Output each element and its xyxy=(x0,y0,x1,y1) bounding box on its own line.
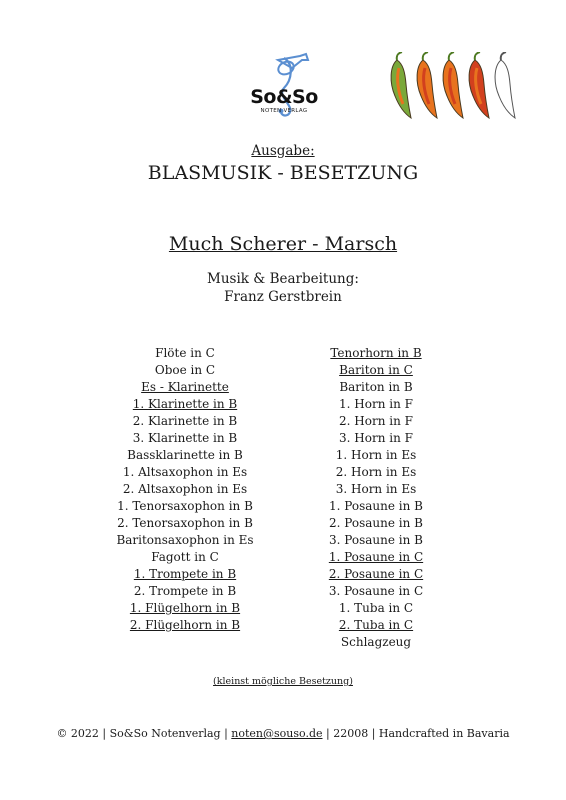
instrument-label: 1. Tuba in C xyxy=(338,601,414,615)
instrument-item xyxy=(85,413,285,430)
chili-pepper-icon xyxy=(443,52,463,118)
instrument-label: 2. Tuba in C xyxy=(338,618,414,632)
instrument-label: 2. Altsaxophon in Es xyxy=(122,482,248,496)
instrument-item xyxy=(276,634,476,651)
instrument-item xyxy=(276,379,476,396)
composer-name: Franz Gerstbrein xyxy=(224,289,342,305)
instrument-item xyxy=(85,481,285,498)
instrument-label: 2. Tenorsaxophon in B xyxy=(117,516,253,530)
footer-email-link[interactable]: noten@souso.de xyxy=(231,727,323,740)
instrument-label: Tenorhorn in B xyxy=(330,346,422,360)
instrument-label: Bariton in C xyxy=(339,363,413,377)
logo-subtitle: NOTEN VERLAG xyxy=(260,108,308,114)
instrument-item xyxy=(276,549,476,566)
instrument-label: Oboe in C xyxy=(154,363,216,377)
chili-pepper-icon xyxy=(495,52,515,118)
instrument-item xyxy=(85,498,285,515)
spiciness-rating xyxy=(383,52,523,120)
instrument-label: 1. Posaune in C xyxy=(328,550,424,564)
instrument-label: Bariton in B xyxy=(339,380,413,394)
instrument-item xyxy=(85,379,285,396)
piece-title: Much Scherer - Marsch xyxy=(168,233,398,255)
instrument-item xyxy=(276,464,476,481)
instrument-item xyxy=(85,600,285,617)
instrument-item xyxy=(85,549,285,566)
instrument-label: Bassklarinette in B xyxy=(127,448,243,462)
edition-label: Ausgabe: xyxy=(251,143,315,159)
instrument-label: Es - Klarinette xyxy=(141,380,229,394)
instrument-item xyxy=(276,498,476,515)
instrument-label: 1. Tenorsaxophon in B xyxy=(117,499,253,513)
instrument-item xyxy=(276,413,476,430)
instrument-item xyxy=(85,566,285,583)
instrument-item xyxy=(85,430,285,447)
instrument-list-right xyxy=(276,345,476,651)
credits-label: Musik & Bearbeitung: xyxy=(207,271,359,287)
instrument-label: Baritonsaxophon in Es xyxy=(116,533,254,547)
instrument-item xyxy=(85,447,285,464)
chili-pepper-icon xyxy=(417,52,437,118)
instrument-label: Fagott in C xyxy=(151,550,219,564)
instrument-item xyxy=(85,396,285,413)
footer-info: | 22008 | Handcrafted in Bavaria xyxy=(322,727,510,740)
instrument-item xyxy=(276,396,476,413)
instrument-item xyxy=(276,430,476,447)
publisher-logo xyxy=(248,50,320,120)
instrument-item xyxy=(276,515,476,532)
instrument-label: 3. Posaune in C xyxy=(328,584,424,598)
minimum-scoring-note: (kleinst mögliche Besetzung) xyxy=(213,676,353,687)
instrument-item xyxy=(85,464,285,481)
instrument-label: Flöte in C xyxy=(155,346,215,360)
instrument-label: 1. Trompete in B xyxy=(133,567,237,581)
instrument-label: 1. Flügelhorn in B xyxy=(129,601,241,615)
instrument-item xyxy=(276,617,476,634)
instrument-label: 2. Flügelhorn in B xyxy=(129,618,241,632)
instrument-label: 1. Horn in F xyxy=(339,397,413,411)
instrument-label: 2. Horn in Es xyxy=(335,465,417,479)
instrument-item xyxy=(85,583,285,600)
chili-pepper-icon xyxy=(391,52,411,118)
instrument-item xyxy=(276,600,476,617)
instrument-label: 1. Altsaxophon in Es xyxy=(122,465,248,479)
instrument-item xyxy=(85,617,285,634)
instrument-label: 2. Klarinette in B xyxy=(132,414,238,428)
instrument-label: 3. Horn in F xyxy=(339,431,413,445)
logo-wordmark: So&So xyxy=(250,86,318,108)
page-footer xyxy=(0,727,566,740)
instrument-item xyxy=(85,362,285,379)
instrument-label: 1. Klarinette in B xyxy=(132,397,238,411)
instrument-list-left xyxy=(85,345,285,634)
footer-copyright: © 2022 | So&So Notenverlag | xyxy=(56,727,232,740)
instrument-item xyxy=(276,362,476,379)
instrument-item xyxy=(85,532,285,549)
instrument-label: 1. Posaune in B xyxy=(329,499,423,513)
instrument-item xyxy=(85,515,285,532)
instrument-label: 2. Posaune in B xyxy=(329,516,423,530)
instrument-label: 2. Horn in F xyxy=(339,414,413,428)
instrument-item xyxy=(276,583,476,600)
instrument-label: 1. Horn in Es xyxy=(335,448,417,462)
instrument-item xyxy=(276,345,476,362)
instrument-label: 3. Klarinette in B xyxy=(132,431,238,445)
instrument-item xyxy=(276,447,476,464)
instrument-label: 2. Trompete in B xyxy=(133,584,237,598)
instrument-label: 2. Posaune in C xyxy=(328,567,424,581)
instrument-label: Schlagzeug xyxy=(340,635,412,649)
instrument-item xyxy=(276,532,476,549)
instrument-item xyxy=(85,345,285,362)
instrument-label: 3. Horn in Es xyxy=(335,482,417,496)
instrument-item xyxy=(276,566,476,583)
edition-title: BLASMUSIK - BESETZUNG xyxy=(147,162,419,184)
instrument-item xyxy=(276,481,476,498)
instrument-label: 3. Posaune in B xyxy=(329,533,423,547)
chili-pepper-icon xyxy=(469,52,489,118)
